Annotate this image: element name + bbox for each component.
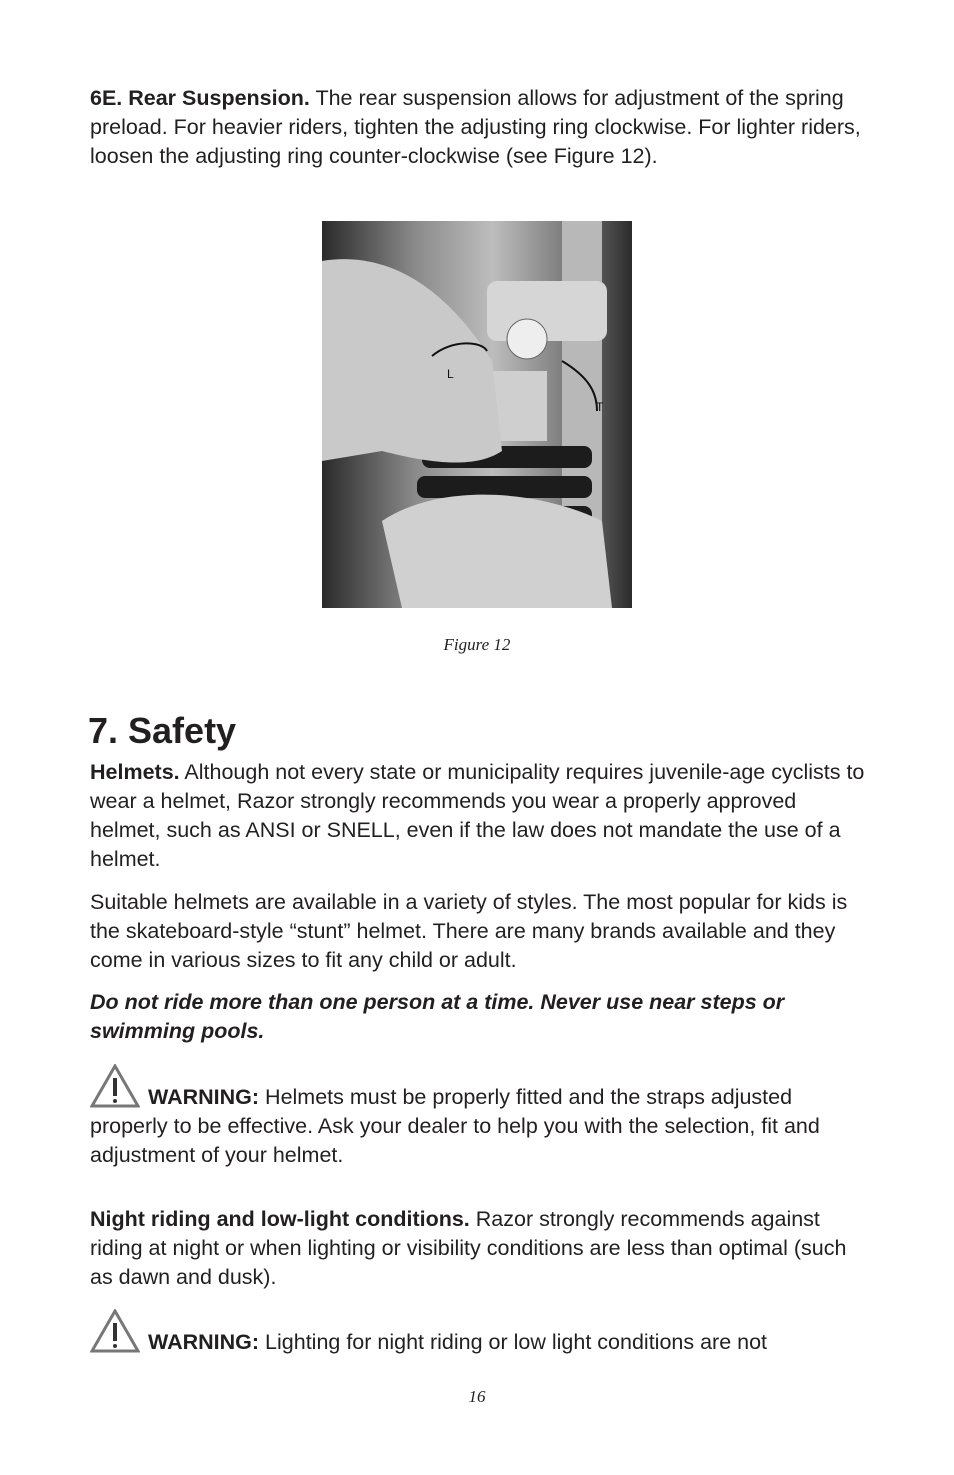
helmets-text: Although not every state or municipality requires juvenile-age cyclists to wear a helmet, Razor strongly recommends you wear a properly approved helmet, such as ANSI or SNELL, even if the law does not mandate the use of a helmet.	[90, 760, 865, 871]
riding-note: Do not ride more than one person at a time. Never use near steps or swimming pools.	[90, 990, 785, 1043]
rear-suspension-text: The rear suspension allows for adjustment of the spring preload. For heavier riders, tighten the adjusting ring clockwise. For lighter riders, loosen the adjusting ring counter-clockwise (see Figure 12).	[90, 86, 861, 168]
safety-title: 7. Safety	[88, 710, 237, 751]
figure-caption: Figure 12	[443, 635, 511, 654]
rear-suspension-heading: 6E. Rear Suspension.	[90, 86, 310, 110]
warning-triangle-icon	[90, 1309, 140, 1353]
helmet-styles-paragraph: Suitable helmets are available in a variety of styles. The most popular for kids is the skateboard-style “stunt” helmet. There are many brands available and they come in various sizes to fit any child or adult.	[90, 890, 848, 972]
night-riding-text: Razor strongly recommends against riding at night or when lighting or visibility conditions are less than optimal (such as dawn and dusk).	[90, 1207, 847, 1289]
warning-helmet	[90, 1064, 870, 1170]
helmets-paragraph	[90, 758, 870, 874]
warning-text: Helmets must be properly fitted and the straps adjusted properly to be effective. Ask your dealer to help you with the selection, fit and adjustment of your helmet.	[90, 1085, 820, 1167]
helmets-heading: Helmets.	[90, 760, 180, 784]
page-number: 16	[468, 1387, 486, 1406]
night-riding-section	[90, 1205, 870, 1292]
helmets-section	[90, 758, 870, 874]
warning-triangle-icon	[90, 1064, 140, 1108]
night-riding-heading: Night riding and low-light conditions.	[90, 1207, 470, 1231]
warning-lighting	[90, 1309, 870, 1357]
figure-12-photo	[322, 221, 632, 608]
photo-label-right: T	[596, 400, 604, 414]
warning-text: Lighting for night riding or low light conditions are not	[259, 1330, 768, 1354]
warning-label: WARNING:	[148, 1330, 260, 1354]
rear-suspension-paragraph	[90, 84, 870, 171]
photo-label-left: L	[447, 367, 454, 381]
warning-label: WARNING:	[148, 1085, 260, 1109]
rear-suspension-section	[90, 84, 870, 171]
